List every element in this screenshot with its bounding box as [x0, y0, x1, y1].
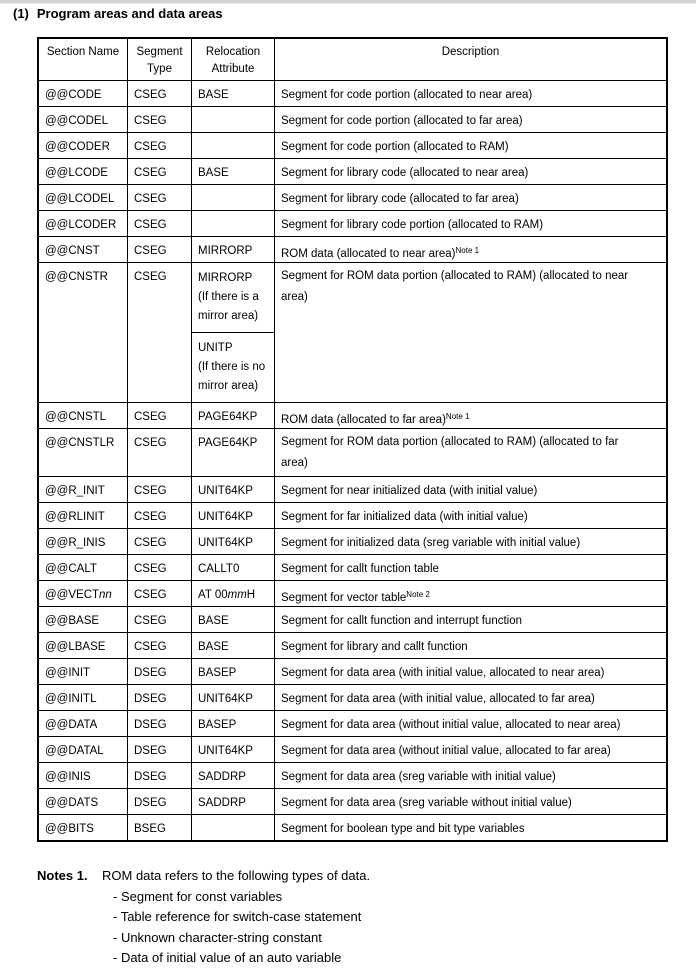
cell-section-name: @@CODEL — [38, 107, 128, 133]
relocation-option-no-mirror: UNITP (If there is no mirror area) — [192, 332, 274, 402]
cell-relocation: PAGE64KP — [192, 429, 275, 477]
table-row — [38, 429, 667, 477]
table-row — [38, 607, 667, 633]
cell-section-name: @@CNSTL — [38, 403, 128, 429]
cell-segment-type: CSEG — [128, 263, 192, 403]
cell-description: Segment for data area (sreg variable without initial value) — [275, 789, 668, 815]
notes-intro: ROM data refers to the following types of data. — [102, 868, 371, 883]
header-section-name: Section Name — [38, 38, 128, 81]
cell-relocation: SADDRP — [192, 789, 275, 815]
notes-intro-line — [37, 866, 370, 887]
table-row — [38, 633, 667, 659]
note-reference: Note 1 — [445, 412, 470, 421]
table-row — [38, 815, 667, 841]
table-row — [38, 763, 667, 789]
cell-relocation: CALLT0 — [192, 555, 275, 581]
cell-relocation: BASE — [192, 81, 275, 107]
cell-description: Segment for data area (with initial value, allocated to far area) — [275, 685, 668, 711]
cell-relocation — [192, 133, 275, 159]
cell-segment-type: CSEG — [128, 607, 192, 633]
section-number: (1) — [13, 6, 29, 21]
notes-label: Notes 1. — [37, 868, 88, 883]
cell-description: Segment for data area (without initial value, allocated to far area) — [275, 737, 668, 763]
cell-description: Segment for initialized data (sreg variable with initial value) — [275, 529, 668, 555]
cell-description: Segment for code portion (allocated to near area) — [275, 81, 668, 107]
cell-section-name: @@BASE — [38, 607, 128, 633]
note-reference: Note 2 — [406, 590, 430, 599]
table-row — [38, 81, 667, 107]
table-row — [38, 477, 667, 503]
cell-relocation: UNIT64KP — [192, 529, 275, 555]
cell-description: Segment for library code (allocated to near area) — [275, 159, 668, 185]
notes-list-item: - Segment for const variables — [113, 888, 283, 904]
cell-description: Segment for data area (sreg variable with initial value) — [275, 763, 668, 789]
table-row — [38, 789, 667, 815]
cell-segment-type: CSEG — [128, 159, 192, 185]
cell-description: Segment for callt function and interrupt function — [275, 607, 668, 633]
cell-relocation: AT 00mmH — [192, 581, 275, 607]
cell-segment-type: BSEG — [128, 815, 192, 841]
cell-section-name: @@BITS — [38, 815, 128, 841]
table-row — [38, 685, 667, 711]
cell-relocation: PAGE64KP — [192, 403, 275, 429]
cell-section-name: @@DATS — [38, 789, 128, 815]
cell-segment-type: DSEG — [128, 737, 192, 763]
cell-segment-type: DSEG — [128, 711, 192, 737]
cell-section-name: @@INITL — [38, 685, 128, 711]
cell-relocation: BASEP — [192, 711, 275, 737]
table-row — [38, 529, 667, 555]
cell-description: ROM data (allocated to near area)$^{Note 1}$ — [275, 237, 668, 263]
cell-description: Segment for vector table$^{Note 2}$ — [275, 581, 668, 607]
cell-segment-type: CSEG — [128, 503, 192, 529]
cell-section-name: @@R_INIS — [38, 529, 128, 555]
cell-segment-type: CSEG — [128, 81, 192, 107]
program-areas-table — [37, 37, 668, 842]
table-row — [38, 659, 667, 685]
cell-description: Segment for code portion (allocated to far area) — [275, 107, 668, 133]
cell-section-name: @@INIT — [38, 659, 128, 685]
table-row — [38, 503, 667, 529]
cell-section-name: @@CALT — [38, 555, 128, 581]
cell-segment-type: DSEG — [128, 763, 192, 789]
cell-section-name: @@RLINIT — [38, 503, 128, 529]
cell-relocation — [192, 815, 275, 841]
table-row — [38, 581, 667, 607]
cell-description: Segment for ROM data portion (allocated to RAM) (allocated to far area) — [275, 429, 668, 477]
header-segment-type: Segment Type — [128, 38, 192, 81]
section-heading — [13, 6, 223, 21]
cell-section-name: @@VECTnn — [38, 581, 128, 607]
table-row — [38, 211, 667, 237]
cell-relocation: UNIT64KP — [192, 685, 275, 711]
table-row — [38, 737, 667, 763]
table-row — [38, 555, 667, 581]
cell-relocation: UNIT64KP — [192, 477, 275, 503]
cell-description: Segment for near initialized data (with initial value) — [275, 477, 668, 503]
cell-description: Segment for library and callt function — [275, 633, 668, 659]
cell-section-name: @@DATAL — [38, 737, 128, 763]
cell-section-name: @@R_INIT — [38, 477, 128, 503]
notes-list-item: - Data of initial value of an auto variable — [113, 950, 342, 965]
cell-relocation: SADDRP — [192, 763, 275, 789]
table-row — [38, 133, 667, 159]
cell-description: Segment for boolean type and bit type variables — [275, 815, 668, 841]
cell-description: Segment for data area (with initial value, allocated to near area) — [275, 659, 668, 685]
cell-segment-type: CSEG — [128, 477, 192, 503]
page-top-rule-shadow — [0, 3, 696, 4]
cell-relocation: MIRRORP — [192, 237, 275, 263]
cell-relocation — [192, 211, 275, 237]
cell-segment-type: DSEG — [128, 789, 192, 815]
cell-relocation — [192, 107, 275, 133]
cell-section-name: @@LCODE — [38, 159, 128, 185]
cell-section-name: @@CODER — [38, 133, 128, 159]
cell-segment-type: CSEG — [128, 633, 192, 659]
cell-segment-type: CSEG — [128, 403, 192, 429]
table-row — [38, 107, 667, 133]
cell-description: Segment for callt function table — [275, 555, 668, 581]
cell-description: Segment for library code (allocated to far area) — [275, 185, 668, 211]
cell-relocation: BASE — [192, 607, 275, 633]
header-relocation-attribute: Relocation Attribute — [192, 38, 275, 81]
cell-description: Segment for ROM data portion (allocated to RAM) (allocated to near area) — [275, 263, 668, 403]
notes-list-item: - Unknown character-string constant — [113, 929, 322, 945]
header-description: Description — [275, 38, 668, 81]
cell-relocation: BASE — [192, 159, 275, 185]
cell-description: Segment for library code portion (allocated to RAM) — [275, 211, 668, 237]
notes-block — [37, 866, 370, 969]
cell-description: Segment for far initialized data (with initial value) — [275, 503, 668, 529]
notes-list-item: - Table reference for switch-case statement — [113, 909, 362, 924]
cell-segment-type: CSEG — [128, 211, 192, 237]
cell-section-name: @@CNSTLR — [38, 429, 128, 477]
cell-section-name: @@CODE — [38, 81, 128, 107]
relocation-option-mirror: MIRRORP (If there is a mirror area) — [198, 272, 259, 322]
cell-segment-type: CSEG — [128, 555, 192, 581]
cell-segment-type: CSEG — [128, 185, 192, 211]
cell-section-name: @@INIS — [38, 763, 128, 789]
table-row — [38, 263, 667, 403]
cell-section-name: @@CNST — [38, 237, 128, 263]
cell-relocation: UNIT64KP — [192, 503, 275, 529]
cell-segment-type: DSEG — [128, 659, 192, 685]
table-row — [38, 185, 667, 211]
table-row — [38, 237, 667, 263]
cell-relocation: BASE — [192, 633, 275, 659]
cell-section-name: @@DATA — [38, 711, 128, 737]
cell-section-name: @@LCODEL — [38, 185, 128, 211]
cell-section-name: @@LCODER — [38, 211, 128, 237]
table-header-row — [38, 38, 667, 81]
cell-segment-type: CSEG — [128, 107, 192, 133]
cell-segment-type: CSEG — [128, 529, 192, 555]
cell-segment-type: CSEG — [128, 429, 192, 477]
section-title: Program areas and data areas — [36, 6, 223, 21]
cell-description: Segment for data area (without initial value, allocated to near area) — [275, 711, 668, 737]
cell-segment-type: CSEG — [128, 133, 192, 159]
cell-segment-type: CSEG — [128, 581, 192, 607]
cell-description: Segment for code portion (allocated to RAM) — [275, 133, 668, 159]
cell-section-name: @@CNSTR — [38, 263, 128, 403]
cell-description: ROM data (allocated to far area)$^{Note 1}$ — [275, 403, 668, 429]
cell-relocation: UNIT64KP — [192, 737, 275, 763]
table-row — [38, 711, 667, 737]
cell-segment-type: CSEG — [128, 237, 192, 263]
cell-relocation — [192, 185, 275, 211]
table-row — [38, 403, 667, 429]
cell-segment-type: DSEG — [128, 685, 192, 711]
cell-relocation: BASEP — [192, 659, 275, 685]
note-reference: Note 1 — [455, 246, 480, 255]
cell-section-name: @@LBASE — [38, 633, 128, 659]
table-row — [38, 159, 667, 185]
cell-relocation — [192, 263, 275, 403]
